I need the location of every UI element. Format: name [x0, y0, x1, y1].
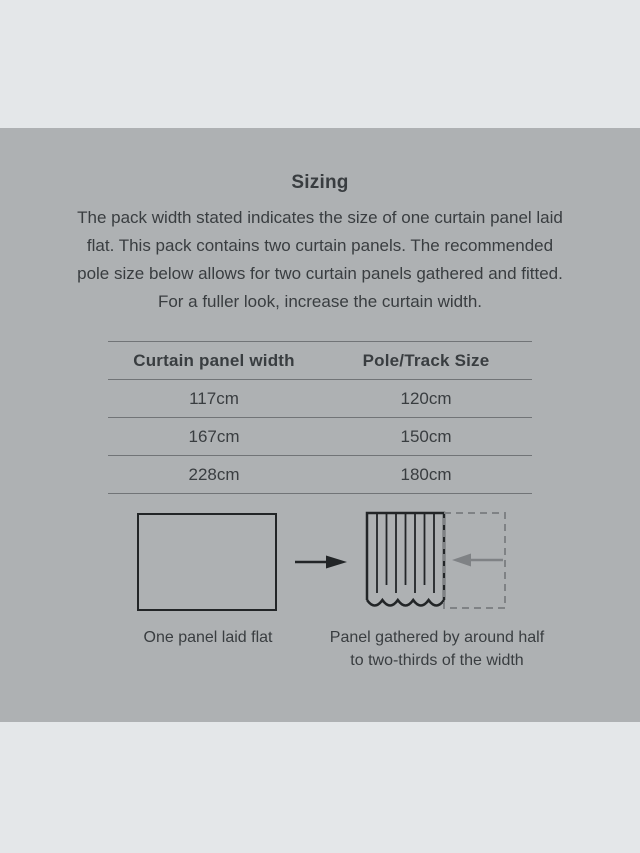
gathered-panel-diagram [367, 513, 444, 606]
sizing-description [0, 204, 640, 316]
sizing-description-line: The pack width stated indicates the size of one curtain panel laid [77, 208, 563, 227]
table-row [108, 380, 532, 418]
size-table-header-pole-track: Pole/Track Size [320, 342, 532, 380]
pole-size-value: 180cm [320, 456, 532, 494]
gathered-caption-line: to two-thirds of the width [350, 652, 524, 669]
pole-size-value: 150cm [320, 418, 532, 456]
flat-panel-diagram [138, 514, 276, 610]
panel-width-value: 117cm [108, 380, 320, 418]
sizing-description-line: For a fuller look, increase the curtain width. [157, 292, 483, 311]
table-row [108, 418, 532, 456]
table-row [108, 456, 532, 494]
panel-width-value: 167cm [108, 418, 320, 456]
pole-size-value: 120cm [320, 380, 532, 418]
size-table-header-row [108, 342, 532, 380]
flat-panel-caption: One panel laid flat [143, 629, 273, 646]
sizing-description-line: pole size below allows for two curtain panels gathered and fitted. [77, 264, 563, 283]
sizing-info-panel [0, 128, 640, 722]
arrow-right-icon [295, 556, 347, 569]
sizing-description-line: flat. This pack contains two curtain panels. The recommended [86, 236, 554, 255]
arrow-left-icon [452, 554, 503, 567]
size-table-header-panel-width: Curtain panel width [108, 342, 320, 380]
panel-width-value: 228cm [108, 456, 320, 494]
gathered-panel-caption [302, 626, 572, 672]
gathered-caption-line: Panel gathered by around half [329, 629, 545, 646]
sizing-title: Sizing [291, 172, 349, 193]
curtain-gathering-diagram [0, 505, 640, 617]
size-table [108, 341, 532, 494]
